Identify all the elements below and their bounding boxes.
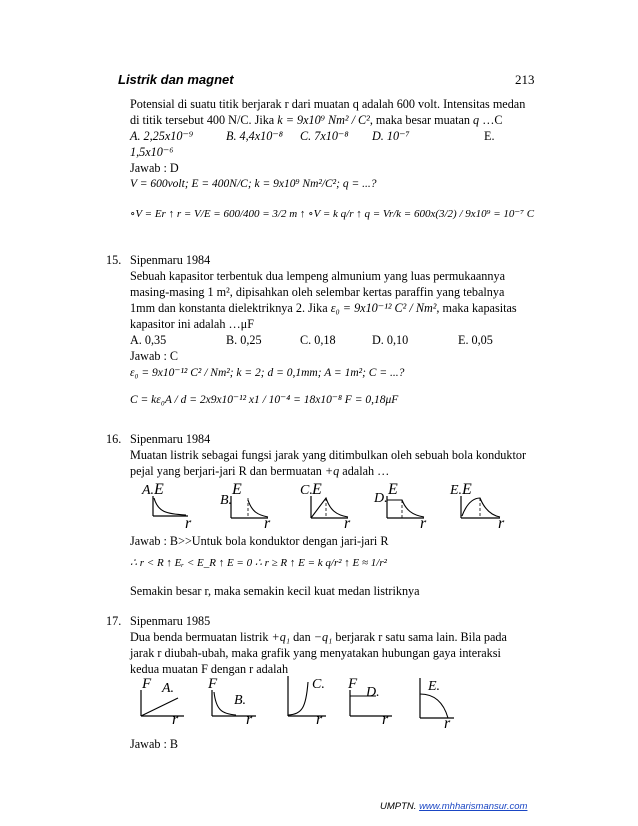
q16-graph-c-xlabel: r <box>344 515 351 528</box>
q15-line-1: Sebuah kapasitor terbentuk dua lempeng almunium yang luas permukaannya <box>130 269 505 283</box>
q15-line-2: masing-masing 1 m², dipisahkan oleh selembar kertas paraffin yang tebalnya <box>130 285 505 299</box>
q17-charge-negative: −q₁ <box>313 630 333 644</box>
q16-line-2 <box>130 464 389 478</box>
q15-line-3 <box>130 301 517 315</box>
q16-graph-a-xlabel: r <box>185 515 192 528</box>
q15-option-e: E. 0,05 <box>458 333 493 347</box>
q16-graph-a-curve <box>154 498 186 515</box>
q15-line-4: kapasitor ini adalah …μF <box>130 317 254 331</box>
q17-line-1-text-b: berjarak r satu sama lain. Bila pada <box>335 630 507 644</box>
q16-line-1: Muatan listrik sebagai fungsi jarak yang ditimbulkan oleh sebuah bola konduktor <box>130 448 527 462</box>
q17-graph-e-xlabel: r <box>444 715 451 730</box>
option-c: C. 7x10⁻⁸ <box>300 129 349 143</box>
q16-graph-d-xlabel: r <box>420 515 427 528</box>
q17-graph-b-curve <box>214 692 236 715</box>
q16-graph-c-letter: C. <box>300 483 313 498</box>
q16-charge: +q <box>324 464 340 478</box>
q17-line-1 <box>130 630 507 644</box>
option-e: E. <box>484 129 495 143</box>
q17-charge-positive: +q₁ <box>271 630 291 644</box>
q17-line-3: kedua muatan F dengan r adalah <box>130 662 289 676</box>
footer-link[interactable]: www.mhharismansur.com <box>419 801 528 812</box>
q17-graph-c-xlabel: r <box>316 711 323 726</box>
intro-solution: ∘V = Er ↑ r = V/E = 600/400 = 3/2 m ↑ ∘V = k q/r ↑ q = Vr/k = 600x(3/2) / 9x10⁹ = 10⁻⁷ C <box>130 208 535 220</box>
q16-graph-e <box>448 478 514 528</box>
q17-graph-c <box>282 672 344 726</box>
q16-graph-b-letter: B. <box>220 493 233 508</box>
option-e-value: 1,5x10⁻⁶ <box>130 145 174 159</box>
q15-source: Sipenmaru 1984 <box>130 253 211 267</box>
q15-solution: C = kε₀A / d = 2x9x10⁻¹² x1 / 10⁻⁴ = 18x10⁻⁸ F = 0,18μF <box>130 394 399 406</box>
q16-graph-e-curve <box>462 498 500 517</box>
permittivity-value: ε₀ = 9x10⁻¹² C² / Nm² <box>330 301 437 315</box>
footer-prefix: UMPTN. <box>380 801 417 812</box>
q15-line-3-text-b: , maka kapasitas <box>436 301 517 315</box>
header-title: Listrik dan magnet <box>118 72 234 87</box>
q17-graph-e-letter: E. <box>428 679 441 694</box>
q16-source: Sipenmaru 1984 <box>130 432 211 446</box>
q17-answer: Jawab : B <box>130 737 179 751</box>
q17-line-1-and: dan <box>293 630 311 644</box>
q16-number: 16. <box>106 432 122 446</box>
q16-graph-b-xlabel: r <box>264 515 271 528</box>
q16-line-2-text: pejal yang berjari-jari R dan bermuatan <box>130 464 322 478</box>
q15-number: 15. <box>106 253 122 267</box>
q17-graph-a-xlabel: r <box>172 711 179 726</box>
q17-graph-e <box>414 672 476 730</box>
q17-graph-a-letter: A. <box>162 681 175 696</box>
q15-option-d: D. 0,10 <box>372 333 409 347</box>
q17-graph-d <box>346 672 408 726</box>
q17-graph-d-letter: D. <box>366 685 380 700</box>
intro-line-2-unit: …C <box>482 113 503 127</box>
q17-graph-d-xlabel: r <box>382 711 389 726</box>
q17-number: 17. <box>106 614 122 628</box>
q17-line-1-text: Dua benda bermuatan listrik <box>130 630 269 644</box>
q15-option-c: C. 0,18 <box>300 333 336 347</box>
charge-symbol: q <box>473 113 480 127</box>
intro-line-2-text: di titik tersebut 400 N/C. Jika <box>130 113 275 127</box>
q16-line-2-text-b: adalah … <box>342 464 390 478</box>
intro-line-1: Potensial di suatu titik berjarak r dari muatan q adalah 600 volt. Intensitas medan <box>130 97 526 111</box>
q17-graph-c-letter: C. <box>312 677 325 692</box>
option-b: B. 4,4x10⁻⁸ <box>226 129 284 143</box>
q17-graph-b <box>206 672 268 726</box>
q17-line-2: jarak r diubah-ubah, maka grafik yang menyatakan hubungan gaya interaksi <box>130 646 501 660</box>
q16-graph-d-ylabel: E <box>388 481 398 498</box>
q15-option-b: B. 0,25 <box>226 333 262 347</box>
q17-source: Sipenmaru 1985 <box>130 614 211 628</box>
q16-graph-d-letter: D. <box>374 491 388 506</box>
page-number: 213 <box>515 72 535 87</box>
q16-graph-a-letter: A. <box>142 483 155 498</box>
intro-line-2-text-b: , maka besar muatan <box>369 113 470 127</box>
q15-answer: Jawab : C <box>130 349 179 363</box>
q15-given: ε₀ = 9x10⁻¹² C² / Nm²; k = 2; d = 0,1mm; A = 1m²; C = ...? <box>130 367 405 379</box>
q15-option-a: A. 0,35 <box>130 333 167 347</box>
q16-graph-c-ylabel: E <box>312 481 322 498</box>
q16-graph-e-xlabel: r <box>498 515 505 528</box>
q15-line-3-text: 1mm dan konstanta dielektriknya 2. Jika <box>130 301 328 315</box>
option-d: D. 10⁻⁷ <box>372 129 410 143</box>
q17-graph-b-letter: B. <box>234 693 247 708</box>
option-a: A. 2,25x10⁻⁹ <box>130 129 194 143</box>
q16-graph-c-curve <box>311 498 348 518</box>
q17-graph-b-xlabel: r <box>246 711 253 726</box>
footer <box>380 801 527 812</box>
intro-given: V = 600volt; E = 400N/C; k = 9x10⁹ Nm²/C²; q = ...? <box>130 178 377 190</box>
intro-answer: Jawab : D <box>130 161 179 175</box>
q16-graph-a-ylabel: E <box>154 481 164 498</box>
q17-graph-b-ylabel: F <box>208 676 218 692</box>
q16-graph-b-curve <box>231 500 268 518</box>
q16-graph-c <box>298 478 360 528</box>
q17-graph-a <box>138 672 200 726</box>
q16-graph-a <box>140 478 202 528</box>
q16-solution: ∴ r < R ↑ Eᵣ < E_R ↑ E = 0 ∴ r ≥ R ↑ E = k q/r² ↑ E ≈ 1/r² <box>130 557 387 569</box>
q17-graph-d-ylabel: F <box>348 676 358 692</box>
q17-graph-c-curve <box>288 682 308 715</box>
intro-line-2 <box>130 113 503 127</box>
q16-answer: Jawab : B>>Untuk bola konduktor dengan jari-jari R <box>130 534 389 548</box>
q16-conclusion: Semakin besar r, maka semakin kecil kuat medan listriknya <box>130 584 420 598</box>
q16-graph-b <box>218 478 280 528</box>
coulomb-constant: k = 9x10⁹ Nm² / C² <box>277 113 370 127</box>
q16-graph-e-ylabel: E <box>462 481 472 498</box>
q17-graph-a-ylabel: F <box>142 676 152 692</box>
q16-graph-d-curve <box>387 500 424 517</box>
q16-graph-e-letter: E. <box>450 483 463 498</box>
q16-graph-d <box>372 478 434 528</box>
q16-graph-b-ylabel: E <box>232 481 242 498</box>
